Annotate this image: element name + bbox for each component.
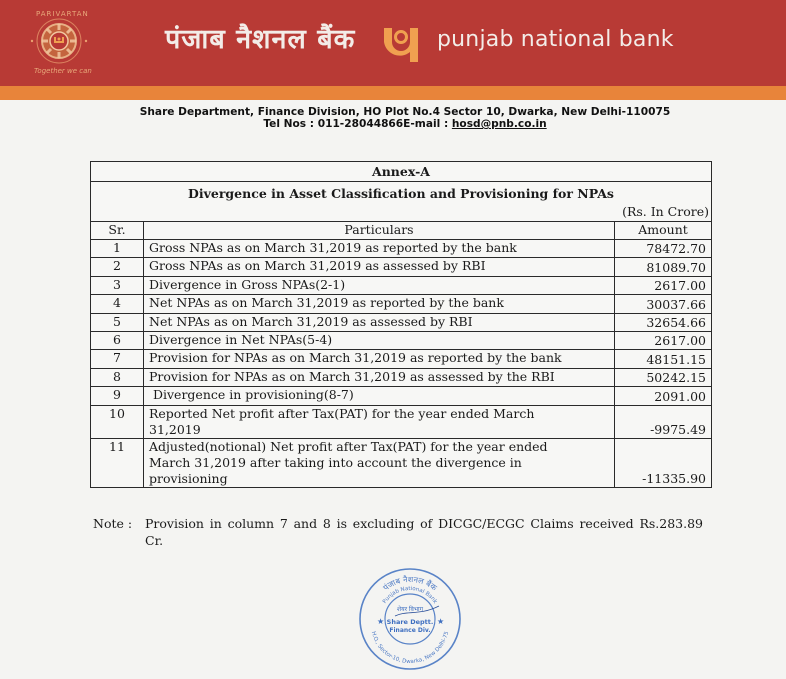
table-row [91,387,712,405]
annex-title: Annex-A [91,162,712,182]
row-sr: 1 [91,240,144,258]
row-amount: -9975.49 [615,405,712,438]
stamp-ring-hindi: पंजाब नैशनल बैंक [381,574,439,593]
row-particulars: Divergence in Net NPAs(5-4) [144,331,615,349]
row-particulars: Divergence in provisioning(8-7) [144,387,615,405]
stamp-center-line1: Share Deptt. [386,618,434,626]
table-row [91,295,712,313]
row-sr: 10 [91,405,144,438]
bank-name-english: punjab national bank [437,27,674,52]
divergence-table [90,161,712,488]
address-line: Share Department, Finance Division, HO Plot No.4 Sector 10, Dwarka, New Delhi-110075 [139,106,671,118]
row-particulars: Adjusted(notional) Net profit after Tax(PAT) for the year ended March 31,2019 after taking into account the divergence in provisioning [144,438,615,487]
note-label: Note : [93,516,133,531]
row-particulars: Gross NPAs as on March 31,2019 as assessed by RBI [144,258,615,276]
row-particulars: Provision for NPAs as on March 31,2019 as reported by the bank [144,350,615,368]
row-sr: 8 [91,368,144,386]
row-amount: 50242.15 [615,368,712,386]
emblem-ring-bottom-text: Together we can [34,67,92,75]
column-header-sr: Sr. [91,222,144,240]
column-header-amount: Amount [615,222,712,240]
row-sr: 7 [91,350,144,368]
table-row [91,438,712,487]
stamp-center-line2: Finance Div. [389,627,431,634]
row-sr: 11 [91,438,144,487]
row-amount: 48151.15 [615,350,712,368]
row-amount: -11335.90 [615,438,712,487]
row-amount: 30037.66 [615,295,712,313]
row-particulars: Net NPAs as on March 31,2019 as reported by the bank [144,295,615,313]
star-icon: ★ [377,617,385,626]
column-header-particulars: Particulars [144,222,615,240]
stamp-ring-bottom: H.O., Sector-10, Dwarka, New Delhi-75 [369,630,451,666]
row-sr: 9 [91,387,144,405]
note-text: Provision in column 7 and 8 is excluding of DICGC/ECGC Claims received Rs.283.89 Cr. [145,516,703,548]
row-amount: 32654.66 [615,313,712,331]
row-sr: 2 [91,258,144,276]
row-amount: 2617.00 [615,331,712,349]
row-amount: 2091.00 [615,387,712,405]
table-header-row [91,222,712,240]
stamp-center-hindi: शेयर विभाग [397,606,423,613]
table-row [91,368,712,386]
annex-subtitle: Divergence in Asset Classification and Provisioning for NPAs [91,182,712,204]
row-sr: 5 [91,313,144,331]
share-department-stamp [357,566,463,672]
contact-line [12,118,786,130]
table-row [91,276,712,294]
row-sr: 6 [91,331,144,349]
table-row [91,258,712,276]
letterhead-stripe [0,86,786,100]
telephone-text: Tel Nos : 011-28044866E-mail : [263,118,452,130]
table-row [91,313,712,331]
parivartan-emblem-icon [24,10,94,76]
row-amount: 78472.70 [615,240,712,258]
emblem-ring-top-text: PARIVARTAN [36,10,89,18]
row-amount: 2617.00 [615,276,712,294]
bank-name-hindi: पंजाब नैशनल बैंक [165,24,356,55]
row-particulars: Divergence in Gross NPAs(2-1) [144,276,615,294]
row-particulars: Provision for NPAs as on March 31,2019 as assessed by the RBI [144,368,615,386]
table-row [91,331,712,349]
star-icon: ★ [437,617,445,626]
table-row [91,405,712,438]
row-sr: 4 [91,295,144,313]
email-link[interactable]: hosd@pnb.co.in [451,118,547,130]
row-sr: 3 [91,276,144,294]
row-particulars: Net NPAs as on March 31,2019 as assessed by RBI [144,313,615,331]
stamp-ring-english: Punjab National Bank [381,585,439,605]
row-amount: 81089.70 [615,258,712,276]
row-particulars: Reported Net profit after Tax(PAT) for the year ended March 31,2019 [144,405,615,438]
table-row [91,350,712,368]
row-particulars: Gross NPAs as on March 31,2019 as reported by the bank [144,240,615,258]
table-row [91,240,712,258]
unit-label: (Rs. In Crore) [91,204,712,222]
pnb-logo-icon [381,24,421,64]
